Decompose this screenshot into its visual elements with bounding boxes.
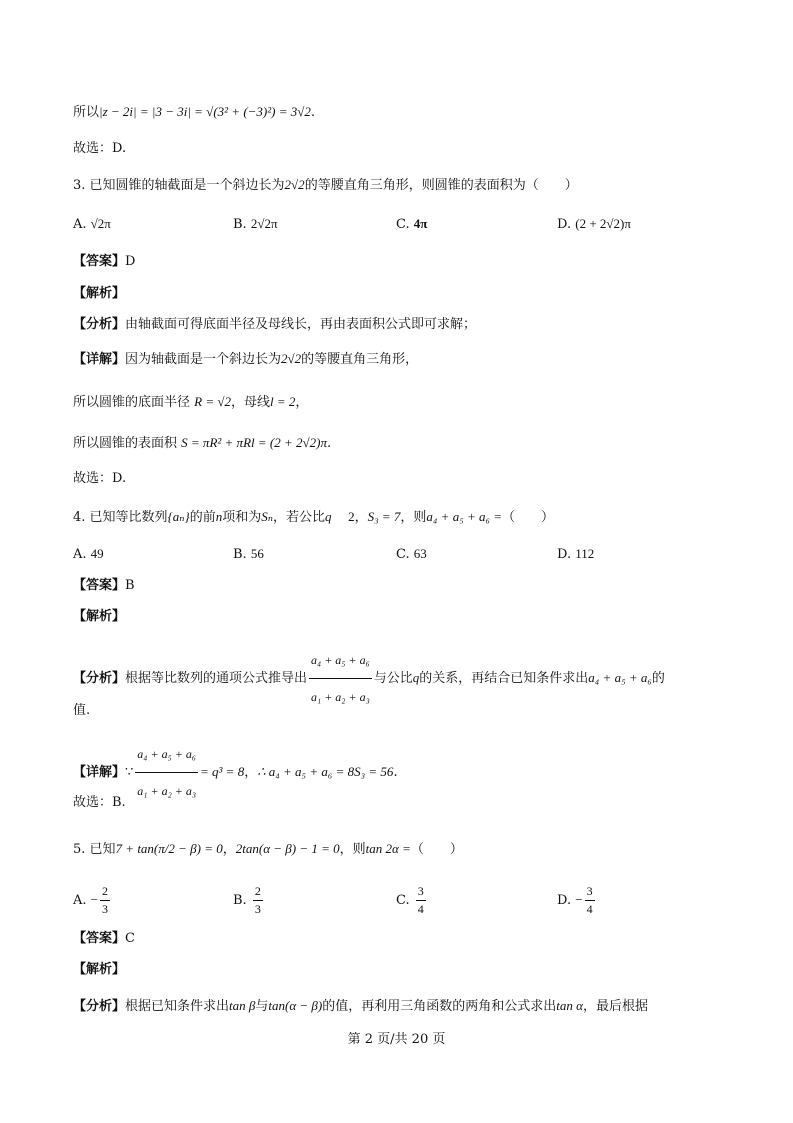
q5-option-d: D. − $\frac{3}{4}$ (557, 884, 593, 916)
q3-analysis-tag: 【解析】 (73, 286, 126, 301)
q4-answer: 【答案】B (73, 578, 135, 593)
q5-answer: 【答案】C (73, 931, 135, 946)
q4-option-b: B. 56 (233, 546, 264, 562)
q4-stem: 4. 已知等比数列{aₙ}的前n项和为Sₙ，若公比q 2，S₃ = 7，则a₄ + a₅ + a₆ =（ ） (73, 509, 555, 525)
q5-analysis-tag: 【解析】 (73, 962, 126, 977)
q4-detail: 【详解】∵ $\frac{\text{a₄ + a₅ + a₆}}{\text{a₁ + a₂ + a₃}}$ = q³ = 8，∴ a₄ + a₅ + a₆ = 8S₃ = 56. (73, 737, 398, 808)
q5-option-a: A. − $\frac{2}{3}$ (73, 884, 109, 916)
q5-fenxi: 【分析】根据已知条件求出tan β与tan(α − β)的值，再利用三角函数的两角和公式求出tan α，最后根据 (73, 998, 648, 1014)
q4-fenxi: 【分析】根据等比数列的通项公式推导出 $\frac{\text{a₄ + a₅ + a₆}}{\text{a₁ + a₂ + a₃}}$ 与公比q的关系，再结合已知条件求出a₄ + a₅ + a₆的 (73, 643, 665, 714)
prev-choice: 故选：D. (73, 141, 127, 156)
q3-fenxi: 【分析】由轴截面可得底面半径及母线长，再由表面积公式即可求解； (73, 317, 477, 332)
q3-area-line: 所以圆锥的表面积 S = πR² + πRl = (2 + 2√2)π. (73, 435, 332, 451)
prev-result-line: 所以|z − 2i| = |3 − 3i| = √(3² + (−3)²) = 3√2. (73, 104, 316, 120)
page-footer: 第 2 页/共 20 页 (347, 1032, 446, 1047)
q4-option-a: A. 49 (73, 546, 104, 562)
q3-choice: 故选：D. (73, 471, 127, 486)
q5-stem: 5. 已知7 + tan(π/2 − β) = 0，2tan(α − β) − 1 = 0，则tan 2α =（ ） (73, 841, 463, 857)
q3-option-c: C. 4π (396, 216, 428, 232)
q3-option-d: D. (2 + 2√2)π (557, 216, 631, 232)
q3-detail: 【详解】因为轴截面是一个斜边长为2√2的等腰直角三角形， (73, 351, 419, 367)
q4-fenxi-cont: 值. (73, 703, 91, 718)
q4-detail-fraction: $\frac{\text{a₄ + a₅ + a₆}}{\text{a₁ + a₂ + a₃}}$ (135, 737, 198, 808)
q4-choice: 故选：B. (73, 795, 126, 810)
q4-option-c: C. 63 (396, 546, 427, 562)
q3-option-b: B. 2√2π (233, 216, 278, 232)
q4-fenxi-fraction: $\frac{\text{a₄ + a₅ + a₆}}{\text{a₁ + a₂ + a₃}}$ (309, 643, 372, 714)
q3-radius-line: 所以圆锥的底面半径 R = √2，母线l = 2， (73, 394, 309, 410)
q3-stem: 3. 已知圆锥的轴截面是一个斜边长为2√2的等腰直角三角形，则圆锥的表面积为（ ） (73, 177, 578, 193)
q5-option-c: C. $\frac{3}{4}$ (396, 884, 424, 916)
q5-option-b: B. $\frac{2}{3}$ (233, 884, 261, 916)
q3-answer: 【答案】D (73, 254, 136, 269)
q3-option-a: A. √2π (73, 216, 111, 232)
q4-analysis-tag: 【解析】 (73, 609, 126, 624)
q4-option-d: D. 112 (557, 546, 595, 562)
